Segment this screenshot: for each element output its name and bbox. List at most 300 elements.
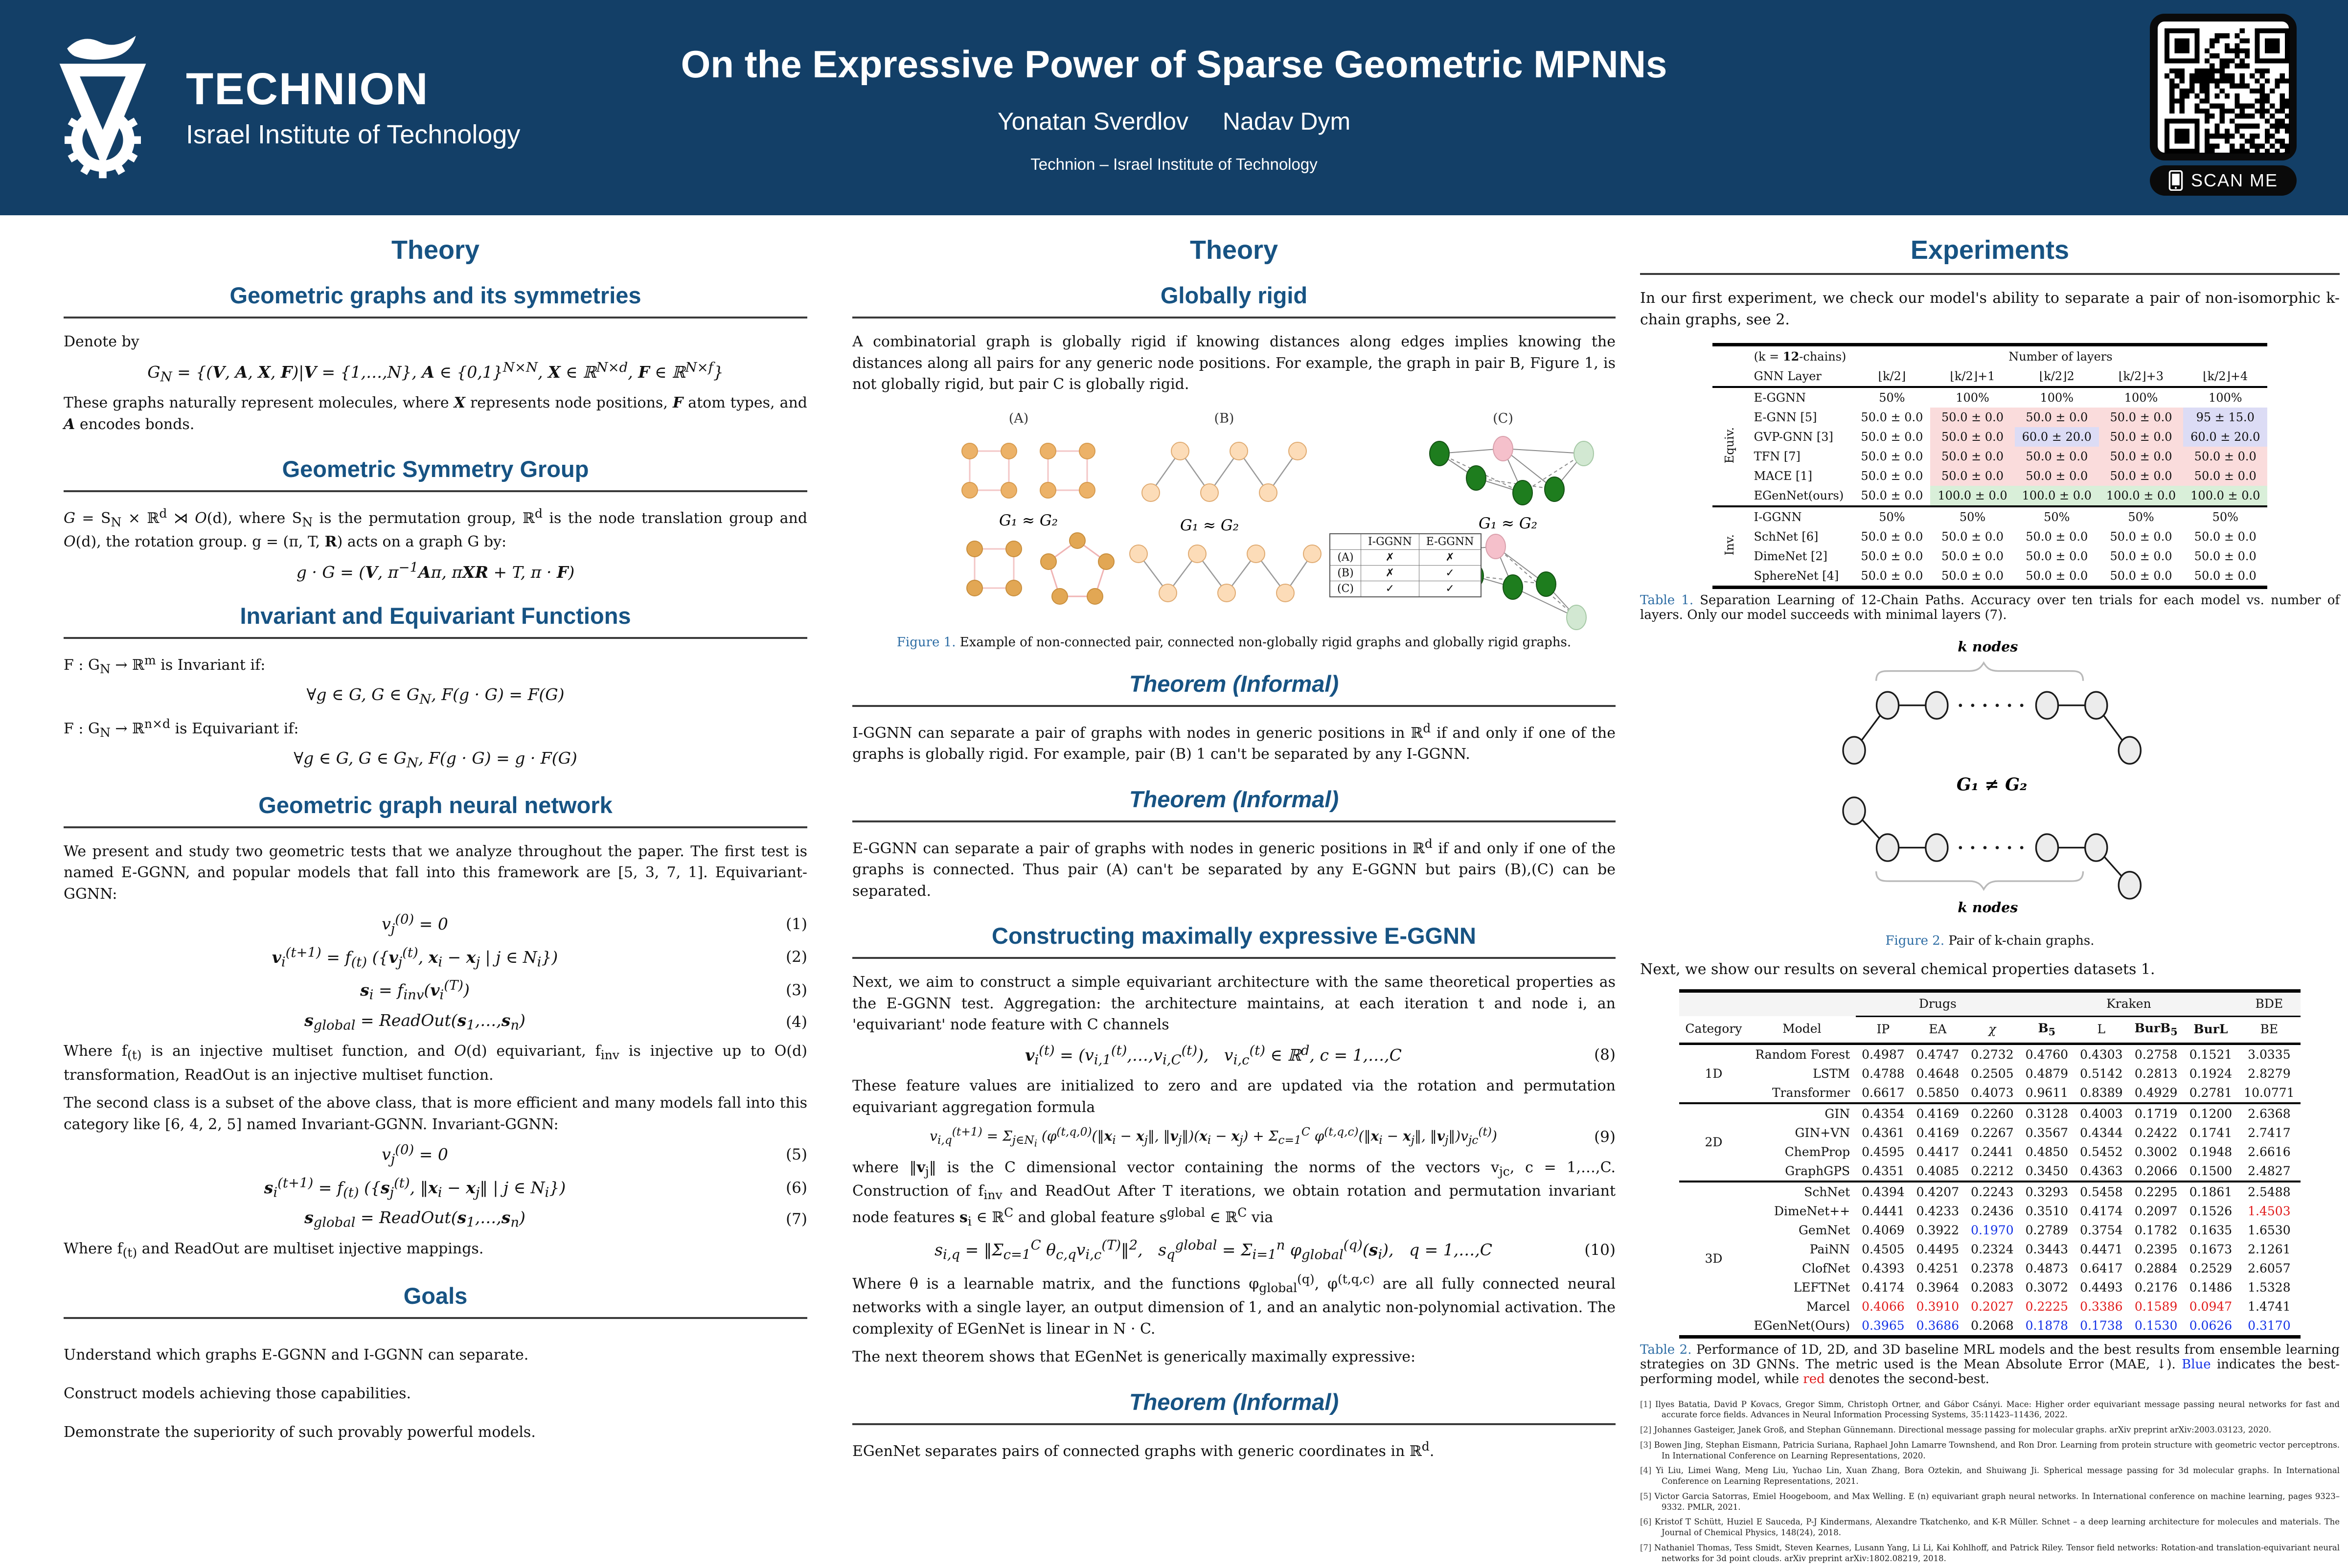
table2-value: 0.2732 — [1971, 1047, 2014, 1062]
column-title: Theory — [391, 235, 480, 265]
table2-value: 0.5452 — [2080, 1144, 2123, 1159]
svg-text:k nodes: k nodes — [1958, 899, 2018, 916]
table2-value: 0.1500 — [2189, 1163, 2233, 1178]
table1-value: 50.0 ± 0.0 — [1930, 466, 2014, 486]
table2-category: 1D — [1705, 1066, 1723, 1081]
table2-group-header: Drugs — [1856, 991, 2019, 1016]
table1-value: 50.0 ± 0.0 — [2026, 569, 2088, 583]
table2-value: 0.2097 — [2134, 1204, 2178, 1218]
table1-value: 50.0 ± 0.0 — [2099, 427, 2183, 447]
table1-value: 100% — [1956, 391, 1989, 405]
table2-value: 0.4361 — [1862, 1125, 1905, 1140]
table1-row — [1712, 427, 2268, 447]
table2-value: 0.3386 — [2080, 1299, 2123, 1314]
table2-value: 0.3002 — [2134, 1144, 2178, 1159]
table1-row — [1712, 506, 2268, 527]
table1-value: 60.0 ± 20.0 — [2183, 427, 2267, 447]
phone-icon — [2168, 170, 2183, 191]
equation: $s_i = f_{inv}(v_i^{(T)})$ — [360, 977, 470, 1003]
table2-value: 0.4073 — [1971, 1085, 2014, 1100]
table1-row — [1712, 447, 2268, 466]
table2-row — [1679, 1064, 2300, 1083]
table2-group-header: Kraken — [2020, 991, 2238, 1016]
svg-text:(B): (B) — [1214, 410, 1234, 426]
theorem-heading: Theorem (Informal) — [1129, 670, 1339, 697]
table2-row — [1679, 1278, 2300, 1297]
table2-value: 2.6057 — [2248, 1261, 2291, 1275]
table2-value: 0.1948 — [2189, 1144, 2233, 1159]
table2-value: 0.4351 — [1862, 1163, 1905, 1178]
table2-value: 0.4493 — [2080, 1280, 2123, 1295]
svg-text:G₁ ≠ G₂: G₁ ≠ G₂ — [1956, 774, 2028, 795]
paragraph: In our first experiment, we check our model's ability to separate a pair of non-isomorphic k-chain graphs, see 2. — [1640, 290, 2340, 328]
table2-value: 0.4085 — [1916, 1163, 1960, 1178]
table1-value: 100.0 ± 0.0 — [2183, 486, 2267, 506]
table1-value: 50.0 ± 0.0 — [2194, 530, 2257, 544]
table1-model: GVP-GNN [3] — [1754, 430, 1833, 444]
table2-value: 0.2295 — [2134, 1184, 2178, 1199]
table2-model: LEFTNet — [1793, 1280, 1850, 1295]
figure-1 — [872, 402, 1596, 632]
table2-value: 0.2066 — [2134, 1163, 2178, 1178]
table1-value: 50.0 ± 0.0 — [2015, 447, 2099, 466]
table2-col-header: Category — [1685, 1022, 1742, 1036]
divider — [852, 957, 1616, 959]
table2-value: 0.1530 — [2134, 1318, 2178, 1333]
table2-value: 0.0626 — [2189, 1318, 2233, 1333]
table2-value: 0.1738 — [2080, 1318, 2123, 1333]
table1-value: 50.0 ± 0.0 — [2099, 408, 2183, 427]
table2-row — [1679, 1202, 2300, 1221]
table1-value: 50.0 ± 0.0 — [1941, 569, 2004, 583]
table1-value: 50% — [1879, 510, 1905, 524]
table2-row — [1679, 1161, 2300, 1182]
figure-1-graphs — [872, 402, 1596, 632]
table1-model: E-GNN [5] — [1754, 410, 1817, 424]
reference-item: [7] Nathaniel Thomas, Tess Smidt, Steven Kearnes, Lusann Yang, Li Li, Kai Kohlhoff, and Patrick Riley. Tensor field networks: Rotation-and translation-equivariant neural networks for 3d point clouds. arXiv preprint arXiv:1802.08219, 2018. — [1640, 1543, 2340, 1563]
caption-label: Table 2. — [1640, 1342, 1692, 1357]
table2-value: 0.1521 — [2189, 1047, 2233, 1062]
table1-value: 50.0 ± 0.0 — [2183, 466, 2267, 486]
table1-value: 50.0 ± 0.0 — [2110, 530, 2172, 544]
table2-value: 0.1924 — [2189, 1066, 2233, 1081]
table2-value: 0.3686 — [1916, 1318, 1960, 1333]
table2-value: 2.1261 — [2248, 1242, 2291, 1256]
table2-value: 0.4879 — [2025, 1066, 2069, 1081]
svg-text:k nodes: k nodes — [1958, 638, 2018, 655]
section-heading: Geometric graphs and its symmetries — [229, 282, 641, 308]
table2-value: 0.1878 — [2025, 1318, 2069, 1333]
equation: $v_{i,q}^{(t+1)} = \Sigma_{j\in N_i}$ ($\varphi^{(t,q,0)}(‖x_i$ − $x_j‖$, $‖v_j‖)(x_i - x_j) + \Sigma_{c=1}^C$ $\varphi^{(t,q,c)}(‖x_i$ − $x_j‖$, $‖v_j‖)v_{jc}^{(t)}$) — [930, 1125, 1497, 1149]
section-heading: Goals — [403, 1283, 468, 1309]
qr-code — [2150, 14, 2297, 160]
table1-model: I-GGNN — [1754, 510, 1802, 524]
table2-value: 0.1782 — [2134, 1223, 2178, 1237]
table2-value: 0.2436 — [1971, 1204, 2014, 1218]
table1-value: 50.0 ± 0.0 — [2099, 466, 2183, 486]
table1-value: 100% — [2208, 391, 2242, 405]
equation: $v_i^{(t+1)} = f_{(t)}$ ({$v_j^{(t)}$, $x_i - x_j$ | j ∈ $N_i$}) — [272, 944, 558, 970]
table2-value: 0.1741 — [2189, 1125, 2233, 1140]
table2-row — [1679, 1259, 2300, 1278]
poster-affiliation: Technion – Israel Institute of Technology — [1030, 155, 1318, 173]
scan-me-badge — [2150, 165, 2297, 196]
table2-value: 0.4495 — [1916, 1242, 1960, 1256]
table2-value: 0.1673 — [2189, 1242, 2233, 1256]
table1-row — [1712, 527, 2268, 546]
table2-value: 0.3072 — [2025, 1280, 2069, 1295]
figure-1-caption: Figure 1. Example of non-connected pair, connected non-globally rigid graphs and globally rigid graphs. — [896, 635, 1572, 650]
table2-value: 0.5850 — [1916, 1085, 1960, 1100]
minitable-row: (A) ✗ ✗ — [1330, 549, 1481, 565]
table2-model: GIN+VN — [1795, 1125, 1850, 1140]
paragraph: Next, we aim to construct a simple equivariant architecture with the same theoretical properties as the E-GGNN test. Aggregation: the architecture maintains, at each iteration t and node i, an 'equivariant' node feature with C channels — [852, 974, 1616, 1033]
table1-value: 50.0 ± 0.0 — [2183, 447, 2267, 466]
table2-value: 0.3443 — [2025, 1242, 2069, 1256]
table2-model: LSTM — [1813, 1066, 1850, 1081]
figure-2 — [1765, 635, 2215, 931]
table1-value: 50% — [2044, 510, 2070, 524]
equation-number: (5) — [786, 1145, 807, 1163]
poster-authors — [538, 107, 1810, 136]
equation-number: (2) — [786, 948, 807, 966]
table2-value: 0.4441 — [1862, 1204, 1905, 1218]
table2-col-header: BurL — [2193, 1022, 2228, 1036]
table1-value: 50.0 ± 0.0 — [1861, 469, 1923, 483]
table2-value: 0.1635 — [2189, 1223, 2233, 1237]
table1-row — [1712, 466, 2268, 486]
logo-name: TECHNION — [186, 64, 429, 114]
table2-value: 0.2422 — [2134, 1125, 2178, 1140]
table2-row — [1679, 1240, 2300, 1259]
table2-value: 0.4788 — [1862, 1066, 1905, 1081]
table2-row — [1679, 1103, 2300, 1123]
column-title: Theory — [1189, 235, 1278, 265]
table2-row — [1679, 1297, 2300, 1316]
table2-value: 0.4069 — [1862, 1223, 1905, 1237]
table2-value: 0.4873 — [2025, 1261, 2069, 1275]
table2-model: ClofNet — [1802, 1261, 1850, 1275]
table2-value: 1.4503 — [2248, 1204, 2291, 1218]
table2-value: 0.4169 — [1916, 1125, 1960, 1140]
table1-row — [1712, 486, 2268, 506]
paragraph: The next theorem shows that EGenNet is generically maximally expressive: — [852, 1348, 1416, 1366]
reference-item: [1] Ilyes Batatia, David P Kovacs, Gregor Simm, Christoph Ortner, and Gábor Csányi. Mace: Higher order equivariant message passing neural networks for fast and accurate force fields. Advances in Neural Information Processing Systems, 35:11423–11436, 2022. — [1640, 1399, 2340, 1420]
table2-value: 0.4251 — [1916, 1261, 1960, 1275]
table1-value: 50.0 ± 0.0 — [1861, 549, 1923, 563]
goal-item: Construct models achieving those capabilities. — [64, 1385, 411, 1403]
table2-col-header: Model — [1782, 1022, 1822, 1036]
table2-value: 0.2324 — [1971, 1242, 2014, 1256]
table2-value: 0.1719 — [2134, 1106, 2178, 1121]
table2-row — [1679, 1316, 2300, 1337]
table1-value: 100.0 ± 0.0 — [2015, 486, 2099, 506]
table2-model: GemNet — [1798, 1223, 1850, 1237]
table1-value: 100% — [2124, 391, 2158, 405]
author: Yonatan Sverdlov — [997, 108, 1189, 135]
table2-value: 0.2395 — [2134, 1242, 2178, 1256]
paragraph: F : $G_N$ → ℝ$^{n\times d}$ is Equivariant if: — [64, 716, 299, 740]
scan-me-label: SCAN ME — [2190, 170, 2279, 190]
qr-block — [2143, 14, 2304, 196]
minitable-row: (C) ✓ ✓ — [1330, 581, 1481, 597]
divider — [852, 317, 1616, 318]
equation-number: (6) — [786, 1179, 807, 1197]
table2-value: 0.2083 — [1971, 1280, 2014, 1295]
table2-value: 0.0947 — [2189, 1299, 2233, 1314]
table2-value: 0.2441 — [1971, 1144, 2014, 1159]
table1-col-header: ⌊k/2⌋+4 — [2203, 369, 2248, 383]
table2-col-header: $B_5$ — [2038, 1021, 2056, 1038]
technion-logo — [39, 27, 520, 188]
divider — [64, 1317, 807, 1319]
svg-text:G₁ ≈ G₂: G₁ ≈ G₂ — [1180, 516, 1239, 534]
table2-col-header: χ — [1988, 1022, 1996, 1036]
table1-value: 100.0 ± 0.0 — [1930, 486, 2014, 506]
table1-value: 50% — [2128, 510, 2154, 524]
table2-value: 0.2378 — [1971, 1261, 2014, 1275]
table2-value: 0.2781 — [2189, 1085, 2233, 1100]
paragraph: Where $f_{(t)}$ and ReadOut are multiset injective mappings. — [64, 1240, 484, 1260]
reference-item: [2] Johannes Gasteiger, Janek Groß, and Stephan Günnemann. Directional message passing for molecular graphs. arXiv preprint arXiv:2003.03123, 2020. — [1640, 1425, 2272, 1435]
table2-value: 0.4354 — [1862, 1106, 1905, 1121]
table2-value: 0.1486 — [2189, 1280, 2233, 1295]
table2-value: 0.3964 — [1916, 1280, 1960, 1295]
table1-value: 50.0 ± 0.0 — [1941, 549, 2004, 563]
equation: g · G = (V, $\pi^{-1}A\pi$, πXR + T, π · F) — [296, 559, 575, 582]
table2-value: 0.4174 — [2080, 1204, 2123, 1218]
table2-value: 0.2068 — [1971, 1318, 2014, 1333]
divider — [64, 317, 807, 318]
theorem-text: I-GGNN can separate a pair of graphs with nodes in generic positions in ℝ$^d$ if and only if one of the graphs is globally rigid. For example, pair (B) 1 can't be separated by any I-GGNN. — [852, 721, 1616, 763]
table2-model: DimeNet++ — [1774, 1204, 1850, 1218]
paragraph: where $‖v_j‖$ is the C dimensional vector containing the norms of the vectors $v_{jc}$, c = 1,…,C. Construction of $f_{inv}$ and ReadOut After T iterations, we obtain rotation and permutation invariant node features $s_i$ ∈ ℝ$^C$ and global feature $s^{global}$ ∈ ℝ$^C$ via — [852, 1159, 1616, 1229]
paragraph: $G = S_N$ × ℝ$^d$ ⋊ O(d), where $S_N$ is the permutation group, ℝ$^d$ is the node translation group and O(d), the rotation group. g = (π, T, R) acts on a graph G by: — [64, 506, 808, 551]
svg-text:(A): (A) — [1008, 410, 1029, 426]
table2-value: 0.5458 — [2080, 1184, 2123, 1199]
table2-value: 0.3510 — [2025, 1204, 2069, 1218]
table2-value: 0.3450 — [2025, 1163, 2069, 1178]
table2-value: 0.3922 — [1916, 1223, 1960, 1237]
section-heading: Geometric Symmetry Group — [282, 456, 589, 482]
table1-row — [1712, 566, 2268, 588]
table2-row — [1679, 1083, 2300, 1103]
table1-value: 50.0 ± 0.0 — [1930, 427, 2014, 447]
table2-value: 0.2027 — [1971, 1299, 2014, 1314]
equation: ∀g ∈ G, G ∈ $G_N$, F(g · G) = F(G) — [306, 685, 565, 707]
table2-value: 0.2529 — [2189, 1261, 2233, 1275]
table2-row — [1679, 1142, 2300, 1161]
column-experiments — [1640, 235, 2340, 1568]
header-banner — [0, 0, 2348, 215]
table1-model: E-GGNN — [1754, 391, 1806, 405]
divider — [64, 637, 807, 639]
paragraph: The second class is a subset of the above class, that is more efficient and many models fall into this category like [6, 4, 2, 5] named Invariant-GGNN. Invariant-GGNN: — [64, 1094, 807, 1133]
table2-value: 10.0771 — [2244, 1085, 2295, 1100]
table1-col-header: ⌊k/2⌋ — [1878, 369, 1906, 383]
table2-model: SchNet — [1804, 1184, 1850, 1199]
divider — [852, 1423, 1616, 1425]
table2-value: 0.4648 — [1916, 1066, 1960, 1081]
table1-value: 50.0 ± 0.0 — [2110, 569, 2172, 583]
table2-value: 0.4303 — [2080, 1047, 2123, 1062]
table2-value: 0.2789 — [2025, 1223, 2069, 1237]
table1-group-label: Equiv. — [1722, 427, 1736, 464]
equation: $v_j^{(0)} = 0$ — [382, 1142, 448, 1167]
table1-value: 50.0 ± 0.0 — [1861, 410, 1923, 424]
table2-value: 0.4747 — [1916, 1047, 1960, 1062]
table2-value: 2.6368 — [2248, 1106, 2291, 1121]
theorem-text: EGenNet separates pairs of connected graphs with generic coordinates in ℝ$^d$. — [852, 1439, 1435, 1460]
table2-value: 2.7417 — [2248, 1125, 2291, 1140]
theorem-heading: Theorem (Informal) — [1129, 786, 1339, 812]
divider — [1640, 273, 2340, 275]
table-2-caption: Table 2. Performance of 1D, 2D, and 3D baseline MRL models and the best results from ensemble learning strategies on 3D GNNs. The metric used is the Mean Absolute Error (MAE, ↓). Blue indicates the best-performing model, while red denotes the second-best. — [1640, 1342, 2340, 1386]
table2-value: 0.6417 — [2080, 1261, 2123, 1275]
table2-value: 0.2505 — [1971, 1066, 2014, 1081]
section-heading: Invariant and Equivariant Functions — [240, 602, 631, 629]
equation-number: (10) — [1584, 1241, 1616, 1259]
table1-value: 100% — [2040, 391, 2074, 405]
goal-item: Demonstrate the superiority of such provably powerful models. — [64, 1424, 536, 1441]
table2-value: 0.4363 — [2080, 1163, 2123, 1178]
equation-number: (7) — [786, 1210, 807, 1228]
table2-model: GIN — [1824, 1106, 1850, 1121]
table2-value: 0.4066 — [1862, 1299, 1905, 1314]
table2-value: 0.1200 — [2189, 1106, 2233, 1121]
figure-2-kchains — [1765, 635, 2215, 929]
table2-col-header: L — [2097, 1022, 2106, 1036]
paragraph: Next, we show our results on several chemical properties datasets 1. — [1640, 961, 2155, 978]
table1-value: 50% — [2212, 510, 2238, 524]
reference-item: [6] Kristof T Schütt, Huziel E Sauceda, P-J Kindermans, Alexandre Tkatchenko, and K-R Müller. Schnet – a deep learning architecture for molecules and materials. The Journal of Chemical Physics, 148(24), 2018. — [1640, 1517, 2340, 1538]
table2-value: 1.5328 — [2248, 1280, 2291, 1295]
table2-value: 2.8279 — [2248, 1066, 2291, 1081]
table1-value: 50% — [1959, 510, 1986, 524]
table2-value: 0.4471 — [2080, 1242, 2123, 1256]
table2-value: 0.4394 — [1862, 1184, 1905, 1199]
table1-model: SchNet [6] — [1754, 530, 1819, 544]
goal-item: Understand which graphs E-GGNN and I-GGNN can separate. — [64, 1346, 529, 1364]
table2-col-header: BurB$_5$ — [2134, 1021, 2178, 1038]
table2-value: 0.2176 — [2134, 1280, 2178, 1295]
divider — [852, 705, 1616, 707]
table2-value: 0.2212 — [1971, 1163, 2014, 1178]
table2-model: Marcel — [1806, 1299, 1850, 1314]
table2-value: 0.2243 — [1971, 1184, 2014, 1199]
poster-title: On the Expressive Power of Sparse Geometric MPNNs — [681, 43, 1667, 86]
table2-value: 0.4233 — [1916, 1204, 1960, 1218]
table1-value: 50.0 ± 0.0 — [2110, 549, 2172, 563]
table2-value: 0.1526 — [2189, 1204, 2233, 1218]
caption-label: Table 1. — [1640, 593, 1694, 608]
table2-value: 0.4174 — [1862, 1280, 1905, 1295]
table2-value: 0.2225 — [2025, 1299, 2069, 1314]
divider — [64, 826, 807, 828]
table2-value: 0.4760 — [2025, 1047, 2069, 1062]
table2-value: 0.2884 — [2134, 1261, 2178, 1275]
divider — [852, 820, 1616, 822]
reference-item: [3] Bowen Jing, Stephan Eismann, Patricia Suriana, Raphael John Lamarre Townshend, and Ron Dror. Learning from protein structure with geometric vector perceptrons. In International Conference on Learning Representations, 2020. — [1640, 1440, 2340, 1460]
table1-layers-label: Number of layers — [2008, 349, 2113, 364]
table1-value: 95 ± 15.0 — [2183, 408, 2267, 427]
divider — [64, 490, 807, 492]
table2-value: 2.6616 — [2248, 1144, 2291, 1159]
table1-value: 50.0 ± 0.0 — [1941, 530, 2004, 544]
paragraph: A combinatorial graph is globally rigid if knowing distances along edges implies knowing the distances along all pairs for any generic node positions. For example, the graph in pair B, Figure 1, is not globally rigid, but pair C is globally rigid. — [852, 333, 1616, 393]
logo-subtitle: Israel Institute of Technology — [186, 120, 521, 150]
equation-number: (4) — [786, 1013, 807, 1031]
paragraph: Where $f_{(t)}$ is an injective multiset function, and O(d) equivariant, $f_{inv}$ is injective up to O(d) transformation, ReadOut is an injective multiset function. — [64, 1043, 807, 1084]
paragraph: These feature values are initialized to zero and are updated via the rotation and permutation equivariant aggregation formula — [852, 1077, 1616, 1116]
table1-col-header: ⌊k/2⌋+1 — [1950, 369, 1995, 383]
minitable-row: (B) ✗ ✓ — [1330, 565, 1481, 581]
table1-value: 60.0 ± 20.0 — [2015, 427, 2099, 447]
section-heading: Constructing maximally expressive E-GGNN — [992, 923, 1476, 949]
reference-item: [4] Yi Liu, Limei Wang, Meng Liu, Yuchao Lin, Xuan Zhang, Bora Oztekin, and Shuiwang Ji. Spherical message passing for 3d molecular graphs. In International Conference on Learning Representations, 2021. — [1640, 1466, 2340, 1486]
table1-model: DimeNet [2] — [1754, 549, 1827, 563]
table2-category: 2D — [1705, 1135, 1723, 1149]
caption-label: Figure 1. — [896, 635, 956, 650]
table1-value: 50.0 ± 0.0 — [1861, 450, 1923, 463]
table2-value: 0.3910 — [1916, 1299, 1960, 1314]
table2-value: 0.4169 — [1916, 1106, 1960, 1121]
table1-k-label: (k = 12-chains) — [1754, 349, 1846, 364]
table2-value: 0.2813 — [2134, 1066, 2178, 1081]
table2-model: PaiNN — [1809, 1242, 1850, 1256]
minitable-header: E-GGNN — [1419, 534, 1481, 550]
equation-number: (8) — [1594, 1046, 1616, 1064]
equation: $s_{i,q}$ = $‖\Sigma_{c=1}^C$ $\theta_{c,q}v_{i,c}^{(T)}‖^2$, $s_q^{global} = \Sigma_{i=1}^n$ $\varphi_{global}^{(q)}(s_i)$, q = 1,…,C — [935, 1237, 1492, 1263]
table2-value: 0.3567 — [2025, 1125, 2069, 1140]
table2-value: 0.4850 — [2025, 1144, 2069, 1159]
technion-logo-icon — [39, 27, 166, 188]
table2-value: 0.2267 — [1971, 1125, 2014, 1140]
paragraph: Where θ is a learnable matrix, and the functions $\varphi_{global}^{(q)}$, $\varphi^{(t,q,c)}$ are all fully connected neural networks with a single layer, an output dimension of 1, and an analytic non-polynomial activation. The complexity of EGenNet is linear in N · C. — [852, 1272, 1616, 1338]
table2-value: 0.3965 — [1862, 1318, 1905, 1333]
table-1-caption: Table 1. Separation Learning of 12-Chain Paths. Accuracy over ten trials for each model vs. number of layers. Only our model succeeds with minimal layers (7). — [1640, 593, 2340, 622]
table-1-separation-learning — [1712, 343, 2268, 589]
table2-model: Transformer — [1772, 1085, 1850, 1100]
theorem-heading: Theorem (Informal) — [1129, 1388, 1339, 1415]
table1-value: 50.0 ± 0.0 — [1930, 408, 2014, 427]
paragraph: F : $G_N$ → ℝ$^m$ is Invariant if: — [64, 653, 266, 676]
references-list — [1640, 1399, 2340, 1564]
table2-value: 0.3128 — [2025, 1106, 2069, 1121]
equation-number: (1) — [786, 915, 807, 933]
table1-row — [1712, 387, 2268, 408]
table1-value: 50.0 ± 0.0 — [1861, 569, 1923, 583]
table2-value: 0.4417 — [1916, 1144, 1960, 1159]
table1-group-label: Inv. — [1722, 534, 1736, 556]
table1-row — [1712, 546, 2268, 566]
table1-model: SphereNet [4] — [1754, 569, 1839, 583]
table-2-mrl-performance — [1679, 989, 2300, 1339]
table1-value: 50.0 ± 0.0 — [2026, 530, 2088, 544]
table2-value: 2.5488 — [2248, 1184, 2291, 1199]
table2-model: ChemProp — [1784, 1144, 1850, 1159]
table2-value: 0.4207 — [1916, 1184, 1960, 1199]
paragraph: Denote by — [64, 333, 139, 350]
table2-value: 0.4929 — [2134, 1085, 2178, 1100]
svg-text:(C): (C) — [1493, 410, 1513, 426]
table1-value: 50.0 ± 0.0 — [2194, 569, 2257, 583]
equation: $v_i^{(t)}$ = $(v_{i,1}^{(t)},\dots,v_{i,C}^{(t)})$, $v_{i,c}^{(t)}$ ∈ ℝ$^d$, c = 1,…,C — [1025, 1042, 1402, 1068]
table2-value: 0.4595 — [1862, 1144, 1905, 1159]
column-theory-middle — [852, 235, 1616, 1469]
table1-value: 100.0 ± 0.0 — [2099, 486, 2183, 506]
table1-value: 50.0 ± 0.0 — [1861, 489, 1923, 502]
